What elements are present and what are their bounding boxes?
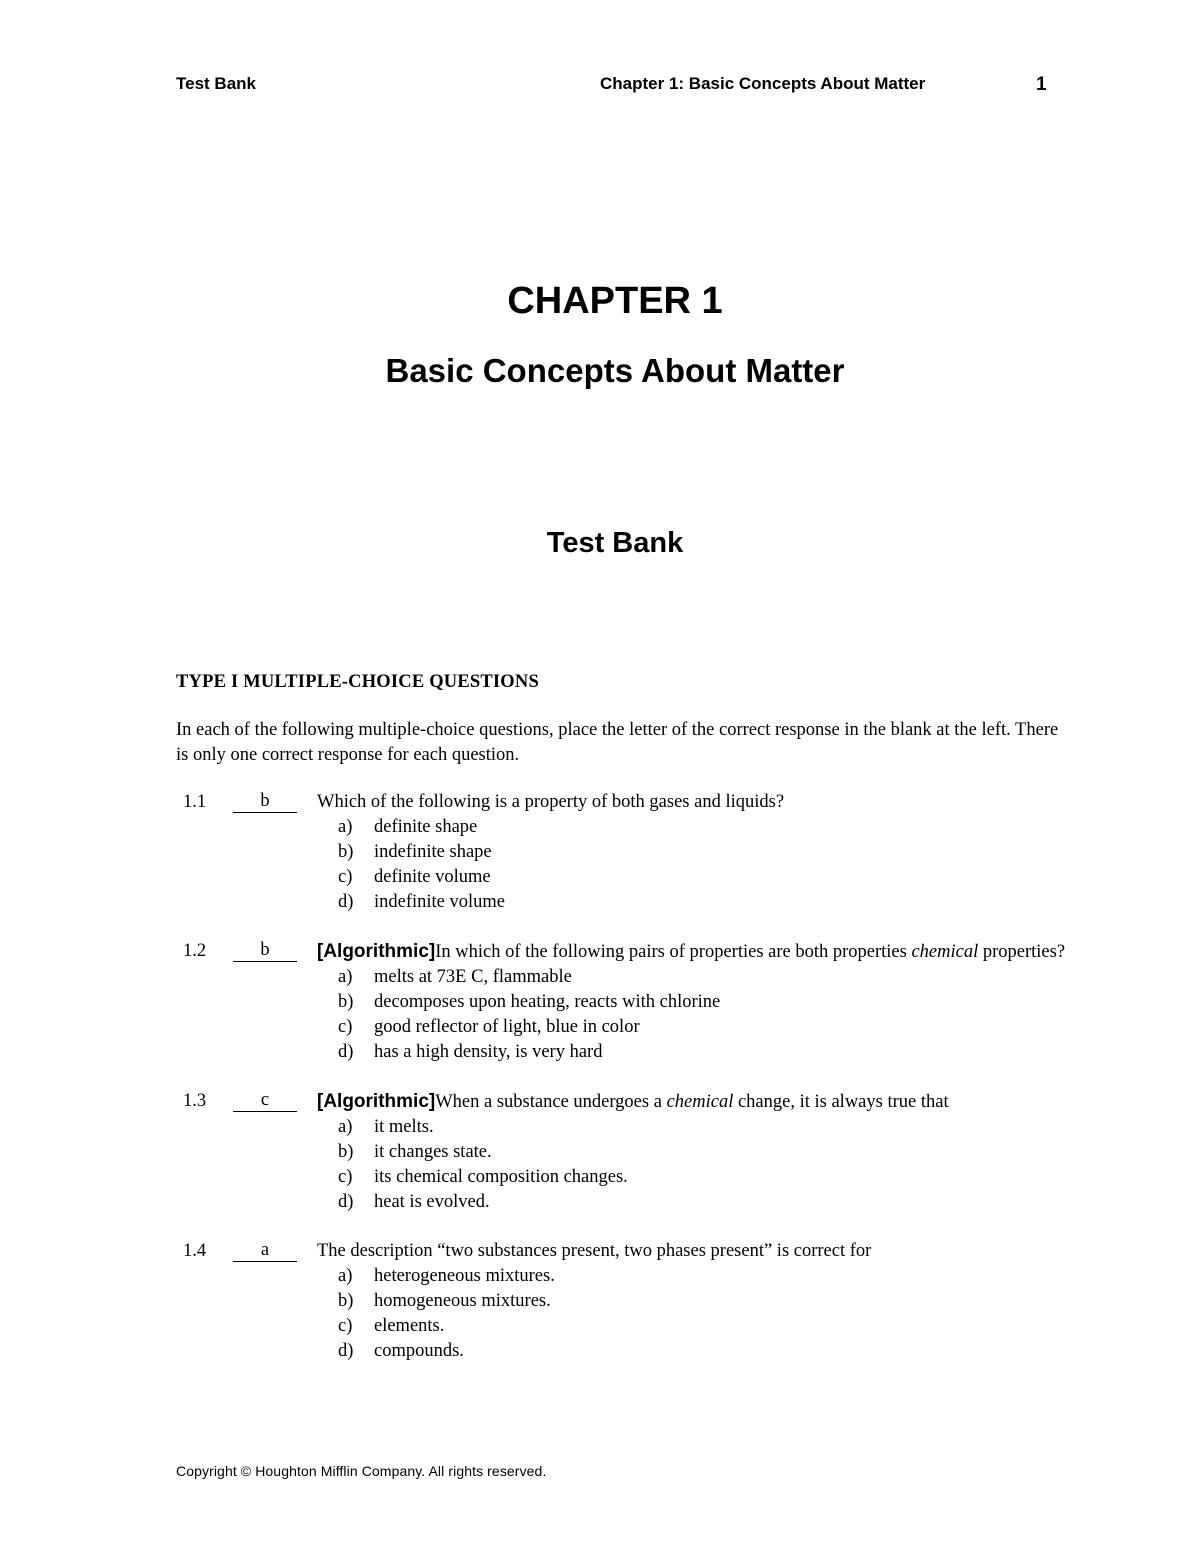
option-letter: a) [338,1117,353,1137]
option-text: indefinite volume [374,892,506,912]
question-body [317,939,1066,1065]
option-text: decomposes upon heating, reacts with chlorine [374,992,721,1012]
page-content [176,670,1066,1364]
header-chapter-title: Chapter 1: Basic Concepts About Matter [600,74,926,93]
option-item [317,990,1066,1015]
option-text: heat is evolved. [374,1192,490,1212]
option-letter: d) [338,892,354,912]
algorithmic-tag: [Algorithmic] [317,1091,436,1112]
option-item [317,1190,1066,1215]
stem-text: The description “two substances present, two phases present” is correct for [317,1241,872,1261]
option-list [317,815,1066,915]
question-number: 1.2 [183,941,207,961]
instructions: In each of the following multiple-choice questions, place the letter of the correct response in the blank at the left. There is only one correct response for each question. [176,720,1059,765]
option-text: definite shape [374,817,478,837]
question-type-heading: TYPE I MULTIPLE-CHOICE QUESTIONS [176,672,539,692]
option-text: homogeneous mixtures. [374,1291,551,1311]
option-item [317,865,1066,890]
option-item [317,840,1066,865]
option-letter: a) [338,1266,353,1286]
header-page-number: 1 [1036,74,1047,95]
question-number: 1.4 [183,1241,207,1261]
option-text: it changes state. [374,1142,492,1162]
option-text: elements. [374,1316,445,1336]
option-item [317,815,1066,840]
answer-blank: b [233,939,297,962]
question-stem [317,939,1066,965]
question-body [317,1089,1066,1215]
option-letter: b) [338,992,354,1012]
option-item [317,1015,1066,1040]
option-letter: d) [338,1192,354,1212]
option-item [317,890,1066,915]
option-text: indefinite shape [374,842,492,862]
answer-blank: a [233,1239,297,1262]
question-stem [317,1089,1066,1115]
option-letter: b) [338,1142,354,1162]
option-item [317,1314,1066,1339]
running-header [0,74,1200,98]
algorithmic-tag: [Algorithmic] [317,941,436,962]
question-number: 1.1 [183,792,207,812]
copyright-footer: Copyright © Houghton Mifflin Company. All rights reserved. [176,1463,547,1479]
option-letter: c) [338,1316,353,1336]
option-text: it melts. [374,1117,434,1137]
question-stem [317,790,1066,815]
option-text: definite volume [374,867,491,887]
stem-text: Which of the following is a property of both gases and liquids? [317,792,785,812]
stem-text: In which of the following pairs of properties are both properties [435,942,912,962]
option-text: compounds. [374,1341,464,1361]
stem-emphasis: chemical [666,1092,734,1112]
option-text: its chemical composition changes. [374,1167,628,1187]
option-text: good reflector of light, blue in color [374,1017,640,1037]
stem-emphasis: chemical [911,942,979,962]
question-body [317,790,1066,915]
option-letter: c) [338,1167,353,1187]
option-list [317,1115,1066,1215]
option-letter: c) [338,1017,353,1037]
option-item [317,1040,1066,1065]
question-1-3 [176,1089,1066,1215]
stem-text: When a substance undergoes a [435,1092,667,1112]
chapter-title: Basic Concepts About Matter [385,352,845,389]
option-item [317,1115,1066,1140]
question-1-1 [176,790,1066,915]
option-text: has a high density, is very hard [374,1042,603,1062]
option-list [317,965,1066,1065]
option-text: melts at 73E C, flammable [374,967,572,987]
option-letter: d) [338,1341,354,1361]
section-title: Test Bank [546,527,684,559]
stem-text: change, it is always true that [733,1092,949,1112]
option-letter: a) [338,817,353,837]
stem-text: properties? [978,942,1066,962]
option-item [317,1165,1066,1190]
answer-blank: b [233,790,297,813]
option-item [317,1289,1066,1314]
option-letter: d) [338,1042,354,1062]
answer-blank: c [233,1089,297,1112]
option-letter: c) [338,867,353,887]
option-item [317,1339,1066,1364]
header-book-title: Test Bank [176,74,256,93]
option-text: heterogeneous mixtures. [374,1266,555,1286]
chapter-number: CHAPTER 1 [507,280,723,322]
option-item [317,965,1066,990]
question-stem [317,1239,1066,1264]
question-1-4 [176,1239,1066,1364]
question-1-2 [176,939,1066,1065]
option-list [317,1264,1066,1364]
question-body [317,1239,1066,1364]
option-letter: b) [338,1291,354,1311]
question-number: 1.3 [183,1091,207,1111]
option-item [317,1140,1066,1165]
option-item [317,1264,1066,1289]
option-letter: b) [338,842,354,862]
option-letter: a) [338,967,353,987]
